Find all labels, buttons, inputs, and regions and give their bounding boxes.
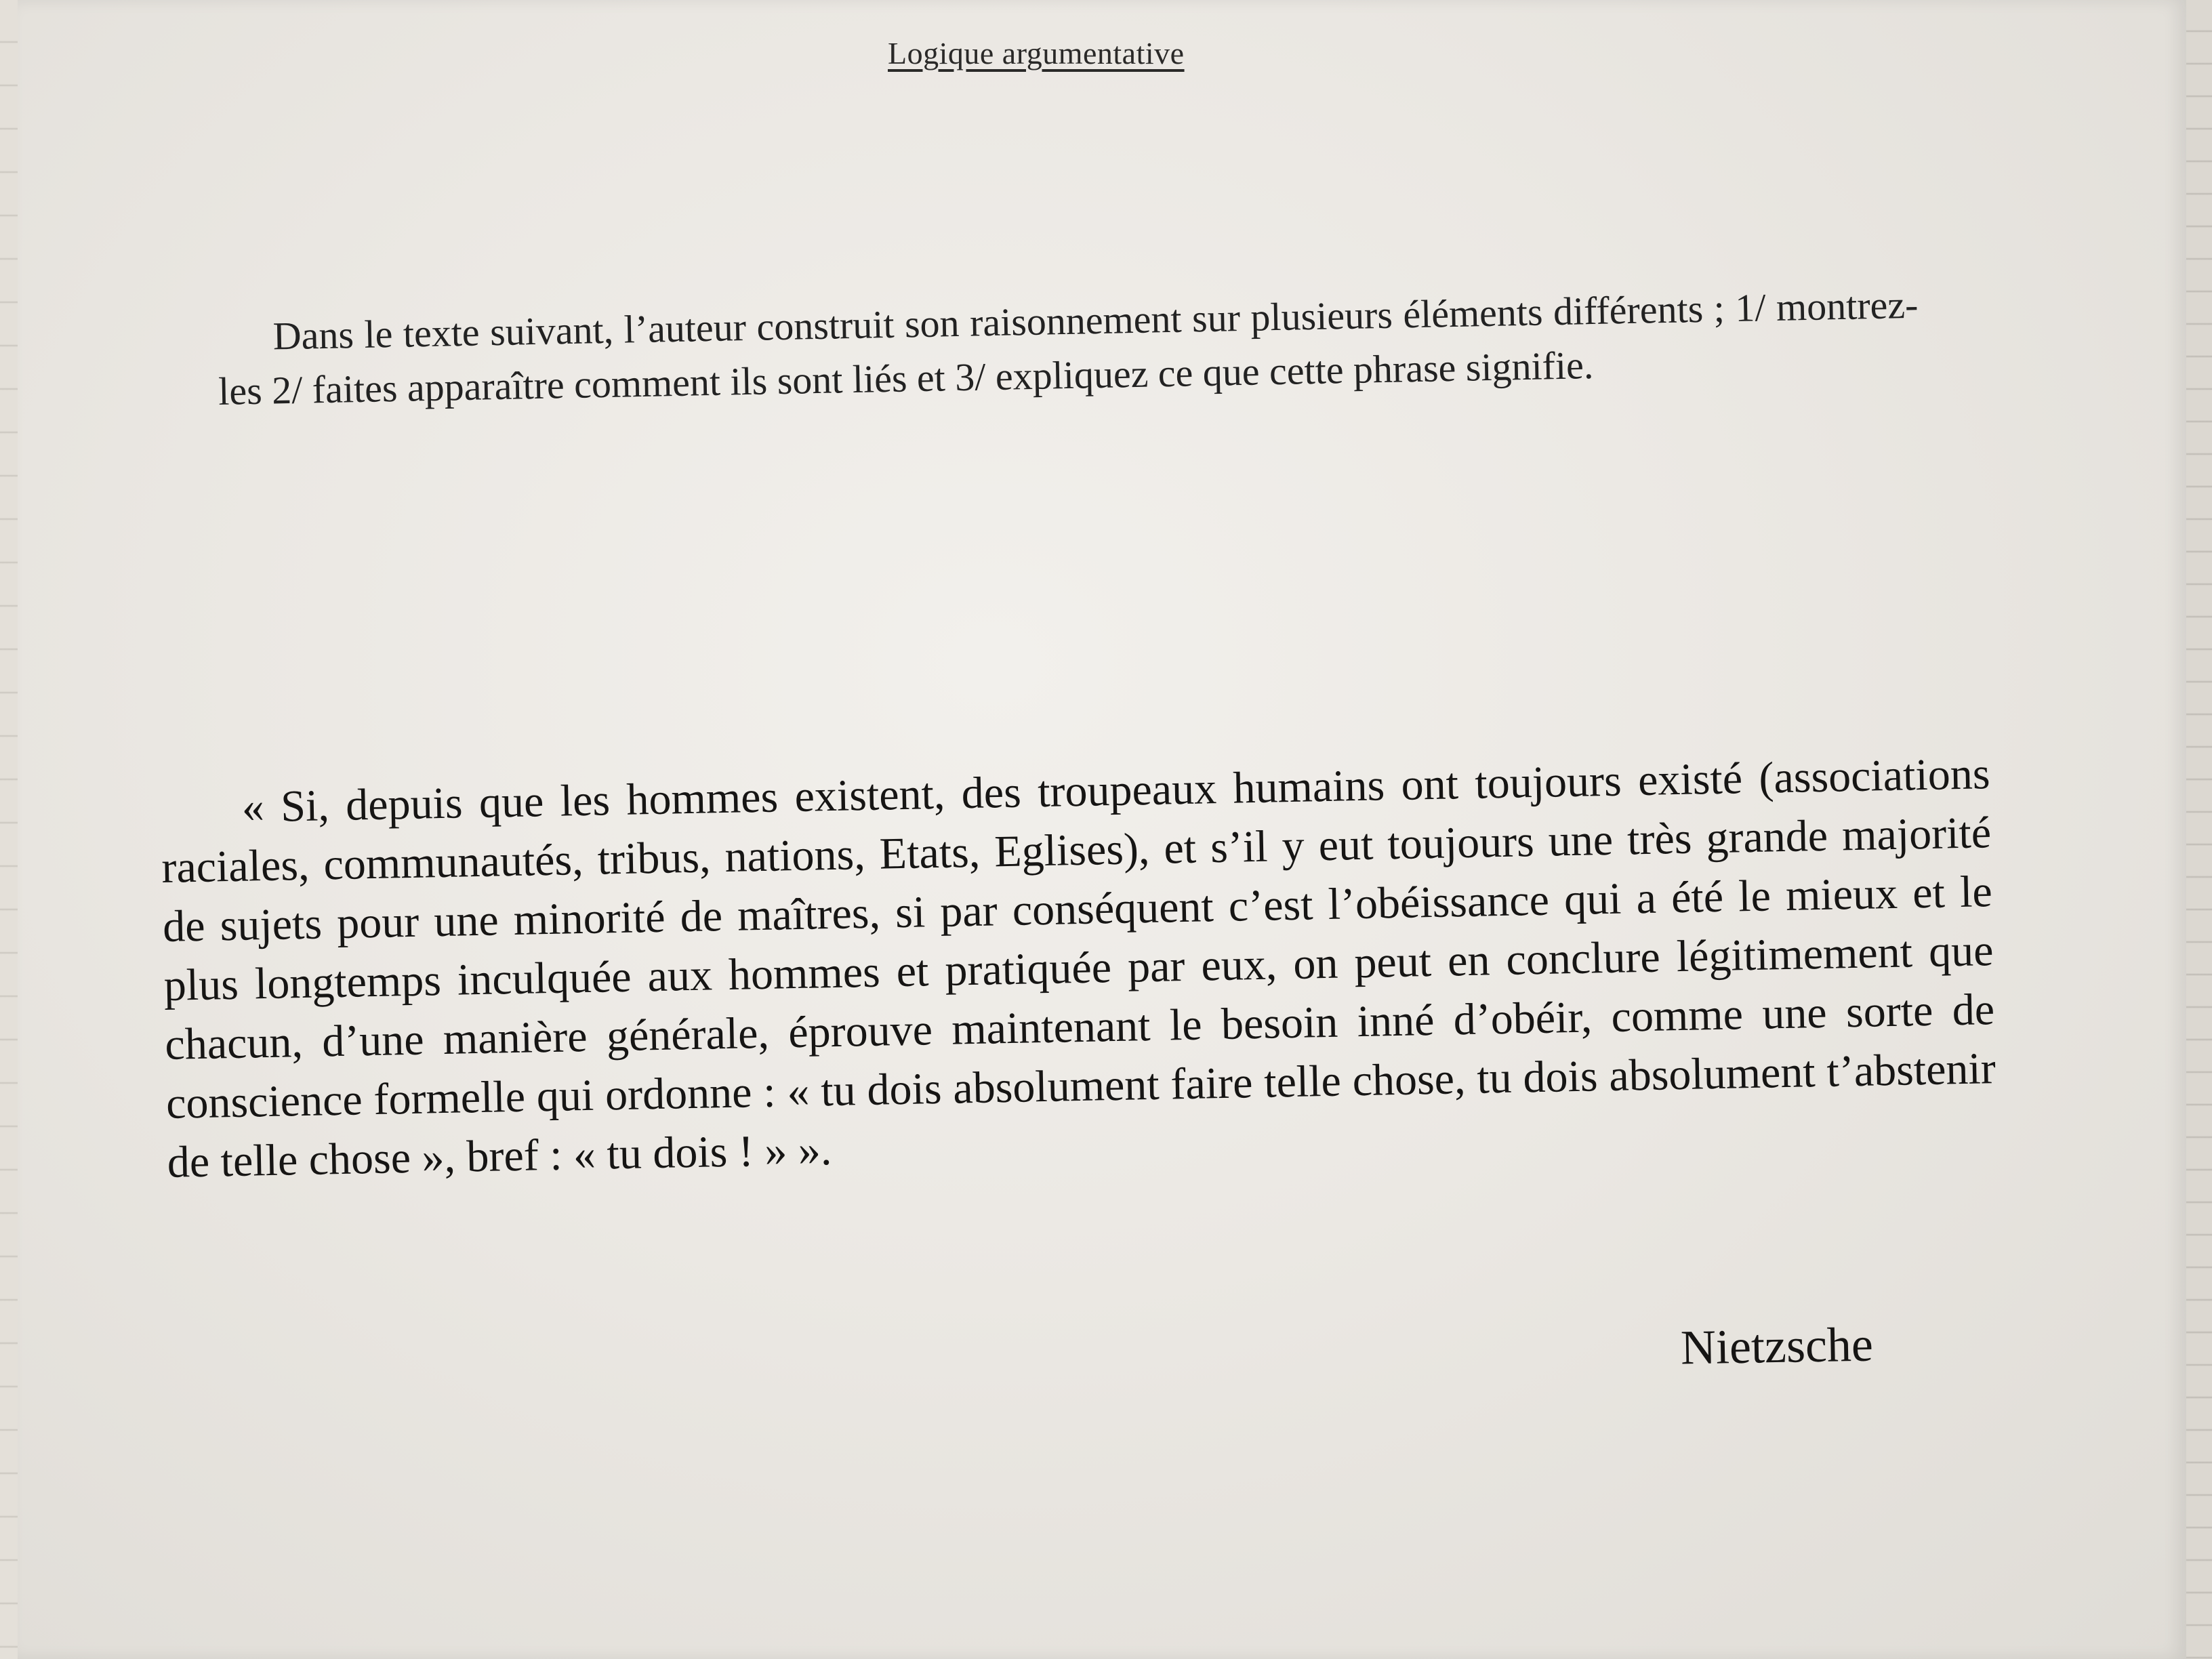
quote-paragraph: « Si, depuis que les hommes existent, des troupeaux humains ont toujours existé (associations raciales, communautés, tribus, nations, Etats, Eglises), et s’il y eut toujours une très grande majorité de sujets pour une minorité de maîtres, si par conséquent c’est l’obéissance qui a été le mieux et le plus longtemps inculquée aux hommes et pratiquée par eux, on peut en conclure légitimement que chacun, d’une manière générale, éprouve maintenant le besoin inné d’obéir, comme une sorte de conscience formelle qui ordonne : « tu dois absolument faire telle chose, tu dois absolument t’abstenir de telle chose », bref : « tu dois ! » ». bbox=[161, 749, 1996, 1187]
document-title: Logique argumentative bbox=[888, 36, 1185, 70]
quote-author: Nietzsche bbox=[1680, 1317, 1874, 1375]
instructions-paragraph: Dans le texte suivant, l’auteur construit son raisonnement sur plusieurs éléments différents ; 1/ montrez-les 2/ faites apparaître comment ils sont liés et 3/ expliquez ce que cette phrase signifie. bbox=[218, 282, 1919, 413]
